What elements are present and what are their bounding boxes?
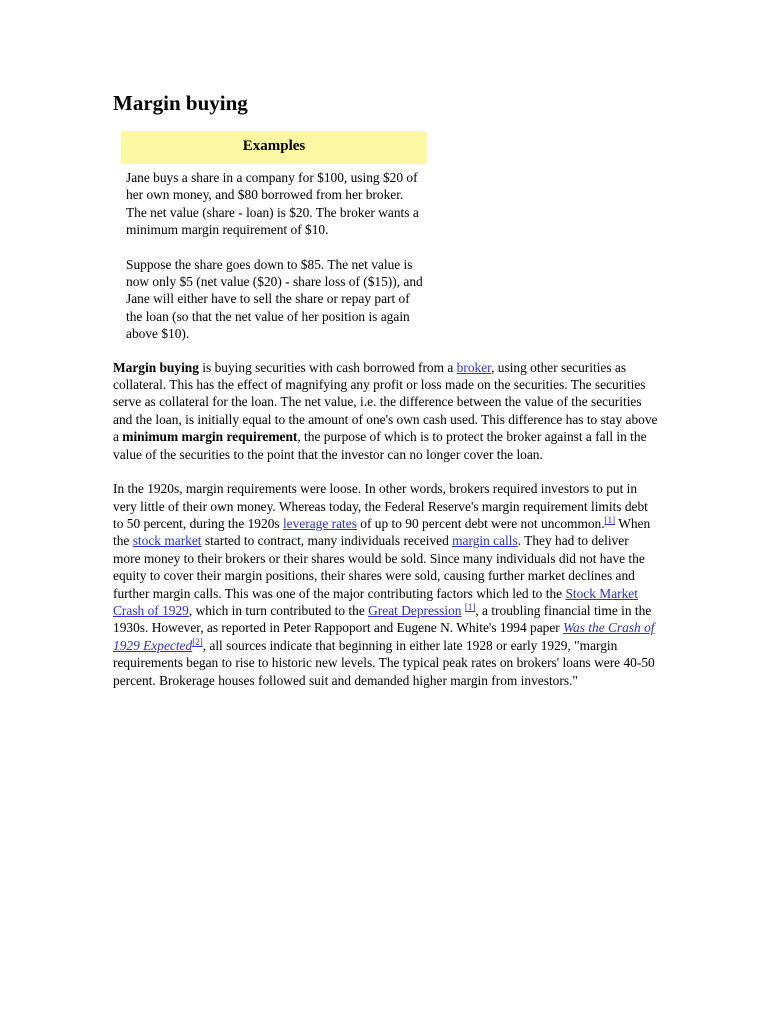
examples-body	[121, 164, 427, 343]
text-segment: started to contract, many individuals received	[201, 533, 453, 549]
paragraph-intro	[113, 359, 658, 463]
link-paper-title[interactable]: Was the Crash of 1929 Expected	[113, 620, 655, 653]
text-segment: In the 1920s, margin requirements were loose. In other words, brokers required investors to put in very little of their own money. Whereas today, the Federal Reserve's margin requirement limits debt to 50 percent, during the 1920s	[113, 481, 648, 531]
text-segment: , the purpose of which is to protect the broker against a fall in the value of the securities to the point that the investor can no longer cover the loan.	[113, 429, 647, 462]
link-great-depression[interactable]: Great Depression	[368, 602, 462, 618]
reference-link-1[interactable]: [1]	[604, 514, 616, 525]
term-minimum-margin-requirement: minimum margin requirement	[122, 429, 298, 445]
reference-3	[192, 637, 203, 647]
text-segment: , which in turn contributed to the	[188, 602, 369, 618]
link-leverage-rates[interactable]: leverage rates	[282, 515, 357, 531]
examples-box	[121, 131, 427, 343]
link-stock-market-crash-1929[interactable]: Stock Market Crash of 1929	[113, 585, 638, 618]
link-margin-calls[interactable]: margin calls	[452, 533, 518, 549]
term-margin-buying: Margin buying	[113, 359, 199, 375]
example-paragraph-2: Suppose the share goes down to $85. The net value is now only $5 (net value ($20) - share loss of ($15)), and Jane will either have to sell the share or repay part of the loan (so that the net value of her position is again above $10).	[126, 256, 423, 342]
link-broker[interactable]: broker	[456, 359, 492, 375]
examples-heading: Examples	[121, 131, 427, 164]
text-segment: of up to 90 percent debt were not uncommon.	[356, 515, 605, 531]
reference-1	[605, 515, 616, 525]
reference-2	[465, 602, 476, 612]
reference-link-2[interactable]: [1]	[464, 601, 476, 612]
article-body	[113, 359, 658, 689]
text-segment: , all sources indicate that beginning in either late 1928 or early 1929, "margin requirements began to rise to historic new levels. The typical peak rates on brokers' loans were 40-50 percent. Brokerage houses followed suit and demanded higher margin from investors."	[113, 637, 655, 688]
text-segment: When the	[113, 515, 651, 549]
link-stock-market[interactable]: stock market	[132, 533, 202, 549]
text-segment: is buying securities with cash borrowed from a	[198, 359, 457, 375]
page-title: Margin buying	[113, 91, 248, 115]
text-segment: . They had to deliver more money to their brokers or their shares would be sold. Since many individuals did not have the equity to cover their margin positions, their shares were sold, causing further market declines and further margin calls. This was one of the major contributing factors which led to the	[113, 533, 645, 601]
reference-link-3[interactable]: [2]	[192, 636, 203, 647]
example-paragraph-1: Jane buys a share in a company for $100, using $20 of her own money, and $80 borrowed from her broker. The net value (share - loan) is $20. The broker wants a minimum margin requirement of $10.	[126, 170, 419, 238]
paragraph-history	[113, 480, 658, 689]
text-segment: , a troubling financial time in the 1930s. However, as reported in Peter Rappoport and Eugene N. White's 1994 paper	[113, 602, 652, 636]
text-segment: , using other securities as collateral. This has the effect of magnifying any profit or loss made on the securities. The securities serve as collateral for the loan. The net value, i.e. the difference between the value of the securities and the loan, is initially equal to the amount of one's own cash used. This difference has to stay above a	[113, 359, 658, 445]
document-page	[113, 88, 658, 706]
